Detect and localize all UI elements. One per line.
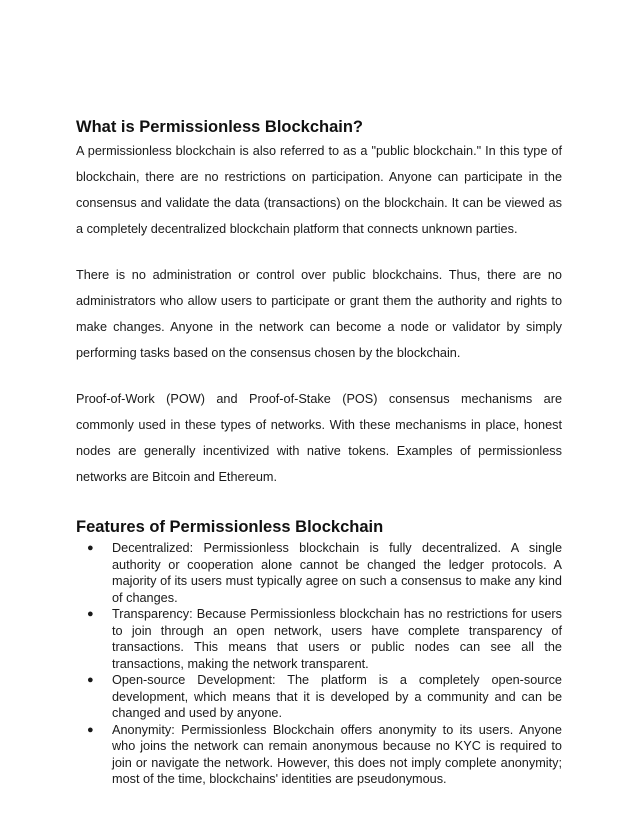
document-page xyxy=(76,116,562,788)
section-heading-what-is: What is Permissionless Blockchain? xyxy=(76,118,364,136)
feature-transparency: Transparency: Because Permissionless blockchain has no restrictions for users to join through an open network, users have complete transparency of transactions. This means that users or public nodes can see all the transactions, making the network transparent. xyxy=(112,607,562,671)
list-item xyxy=(76,606,562,672)
bullet-icon: ● xyxy=(87,542,94,554)
bullet-icon: ● xyxy=(87,723,94,736)
feature-open-source: Open-source Development: The platform is a completely open-source development, which means that it is developed by a community and can be changed and used by anyone. xyxy=(112,673,562,720)
list-item xyxy=(76,540,562,606)
paragraph-consensus: Proof-of-Work (POW) and Proof-of-Stake (POS) consensus mechanisms are commonly used in these types of networks. With these mechanisms in place, honest nodes are generally incentivized with native tokens. Examples of permissionless networks are Bitcoin and Ethereum. xyxy=(76,392,562,484)
paragraph-definition: A permissionless blockchain is also referred to as a "public blockchain." In this type of blockchain, there are no restrictions on participation. Anyone can participate in the consensus and validate the data (transactions) on the blockchain. It can be viewed as a completely decentralized blockchain platform that connects unknown parties. xyxy=(76,144,562,236)
section-heading-features: Features of Permissionless Blockchain xyxy=(76,518,384,536)
features-list xyxy=(76,540,562,788)
feature-anonymity: Anonymity: Permissionless Blockchain offers anonymity to its users. Anyone who joins the network can remain anonymous because no KYC is required to join or navigate the network. However, this does not imply complete anonymity; most of the time, blockchains' identities are pseudonymous. xyxy=(112,722,562,786)
bullet-icon: ● xyxy=(87,608,94,620)
list-item xyxy=(76,722,562,788)
feature-decentralized: Decentralized: Permissionless blockchain is fully decentralized. A single authority or cooperation alone cannot be changed the ledger protocols. A majority of its users must typically agree on such a consensus to make any kind of changes. xyxy=(112,541,562,605)
paragraph-administration: There is no administration or control over public blockchains. Thus, there are no administrators who allow users to participate or grant them the authority and rights to make changes. Anyone in the network can become a node or validator by simply performing tasks based on the consensus chosen by the blockchain. xyxy=(76,268,562,360)
list-item xyxy=(76,672,562,722)
bullet-icon: ● xyxy=(87,674,94,686)
